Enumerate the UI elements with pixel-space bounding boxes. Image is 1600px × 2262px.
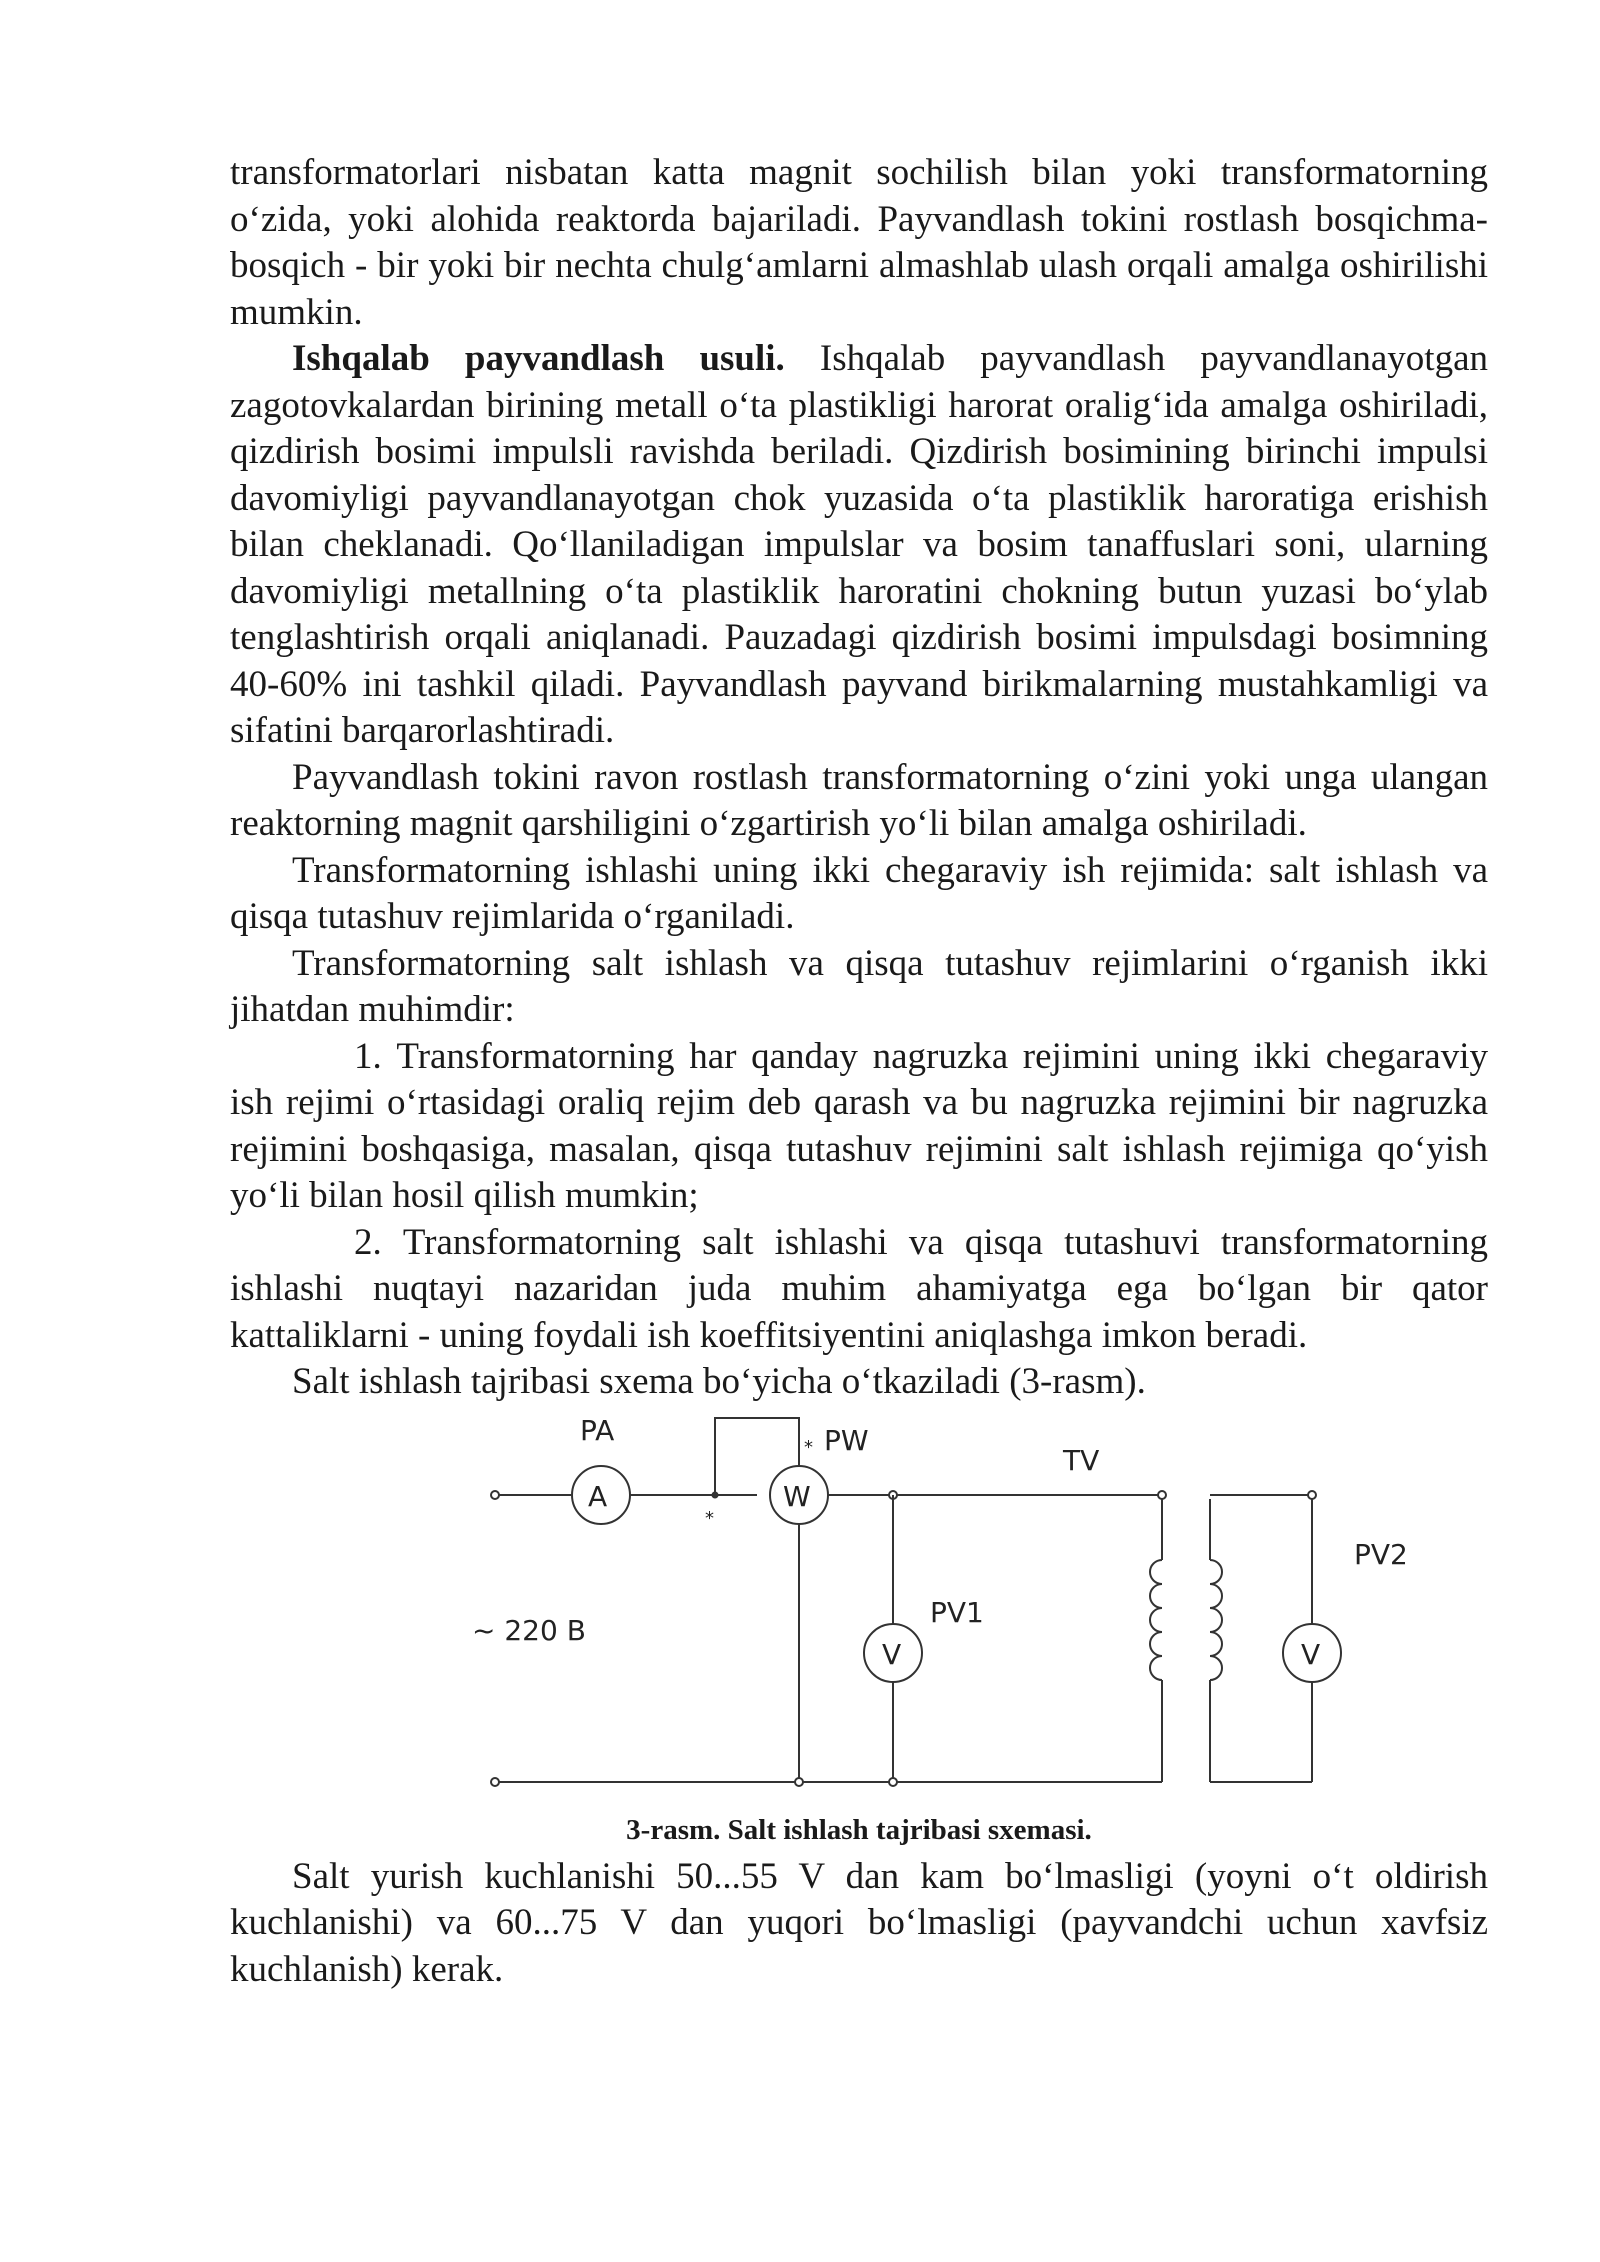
label-tv: TV <box>1063 1443 1100 1477</box>
list-number-1: 1. <box>354 1035 382 1077</box>
paragraph-4: Transformatorning ishlashi uning ikki chegaraviy ish rejimida: salt ishlash va qisqa tutashuv rejimlarida oʻrganiladi. <box>230 849 1488 937</box>
paragraph-5: Transformatorning salt ishlash va qisqa tutashuv rejimlarini oʻrganish ikki jihatdan muhimdir: <box>230 942 1488 1030</box>
wattmeter-mark-2: * <box>804 1436 813 1458</box>
circuit-svg <box>230 1410 1488 1812</box>
label-source-voltage: ~ 220 B <box>472 1613 586 1647</box>
node-bottom-pv1 <box>889 1778 897 1786</box>
tv-primary-terminal-top <box>1158 1491 1166 1499</box>
paragraph-2 <box>230 336 1488 755</box>
paragraph-6: Salt ishlash tajribasi sxema boʻyicha oʻtkaziladi (3-rasm). <box>292 1361 1146 1402</box>
paragraph-2-text: Ishqalab payvandlash payvandlanayotgan zagotovkalardan birining metall oʻta plastikligi harorat oraligʻida amalga oshiriladi, qizdirish bosimi impulsli ravishda beriladi. Qizdirish bosimining birinchi impulsi davomiyligi payvandlanayotgan chok yuzasida oʻta plastiklik haroratiga erishish bilan cheklanadi. Qoʻllaniladigan impulslar va bosim tanaffuslari soni, ularning davomiyligi metallning oʻta plastiklik haroratini chokning butun yuzasi boʻylab tenglashtirish orqali aniqlanadi. Pauzadagi qizdirish bosimi impulsdagi bosimning 40-60% ini tashkil qiladi. Payvandlash payvand birikmalarning mustahkamligi va sifatini barqarorlashtiradi. <box>230 338 1488 751</box>
input-terminal-bottom <box>491 1778 499 1786</box>
section-heading: Ishqalab payvandlash usuli. <box>292 338 785 379</box>
circuit-diagram <box>230 1410 1488 1812</box>
pv2-terminal-top <box>1308 1491 1316 1499</box>
label-pv1: PV1 <box>930 1595 984 1629</box>
tv-secondary-coil <box>1210 1560 1222 1680</box>
figure-caption: 3-rasm. Salt ishlash tajribasi sxemasi. <box>626 1813 1092 1846</box>
document-page <box>230 150 1488 1993</box>
voltmeter2-symbol: V <box>1301 1637 1321 1671</box>
label-pa: PA <box>580 1413 615 1447</box>
voltmeter1-symbol: V <box>882 1637 902 1671</box>
list-item-1-text: Transformatorning har qanday nagruzka rejimini uning ikki chegaraviy ish rejimi oʻrtasidagi oraliq rejim deb qarash va bu nagruzka rejimini bir nagruzka rejimini boshqasiga, masalan, qisqa tutashuv rejimini salt ishlash rejimiga qoʻyish yoʻli bilan hosil qilish mumkin; <box>230 1035 1488 1216</box>
label-pw: PW <box>824 1423 869 1457</box>
ammeter-symbol: A <box>588 1479 608 1513</box>
paragraph-3: Payvandlash tokini ravon rostlash transformatorning oʻzini yoki unga ulangan reaktorning magnit qarshiligini oʻzgartirish yoʻli bilan amalga oshiriladi. <box>230 756 1488 844</box>
paragraph-7: Salt yurish kuchlanishi 50...55 V dan kam boʻlmasligi (yoyni oʻt oldirish kuchlanishi) va 60...75 V dan yuqori boʻlmasligi (payvandchi uchun xavfsiz kuchlanish) kerak. <box>230 1855 1488 1990</box>
tv-primary-coil <box>1150 1560 1162 1680</box>
wattmeter-symbol: W <box>783 1479 811 1513</box>
junction-dot <box>712 1491 719 1498</box>
wattmeter-mark-1: * <box>705 1507 714 1529</box>
list-number-2: 2. <box>354 1221 382 1263</box>
node-bottom-w <box>795 1778 803 1786</box>
paragraph-1: transformatorlari nisbatan katta magnit sochilish bilan yoki transformatorning oʻzida, yoki alohida reaktorda bajariladi. Payvandlash tokini rostlash bosqichma-bosqich - bir yoki bir nechta chulgʻamlarni almashlab ulash orqali amalga oshirilishi mumkin. <box>230 152 1488 333</box>
list-item-2 <box>230 1220 1488 1360</box>
label-pv2: PV2 <box>1354 1537 1408 1571</box>
list-item-2-text: Transformatorning salt ishlashi va qisqa tutashuvi transformatorning ishlashi nuqtayi nazaridan juda muhim ahamiyatga ega boʻlgan bir qator kattaliklarni - uning foydali ish koeffitsiyentini aniqlashga imkon beradi. <box>230 1221 1488 1356</box>
input-terminal-top <box>491 1491 499 1499</box>
list-item-1 <box>230 1034 1488 1220</box>
